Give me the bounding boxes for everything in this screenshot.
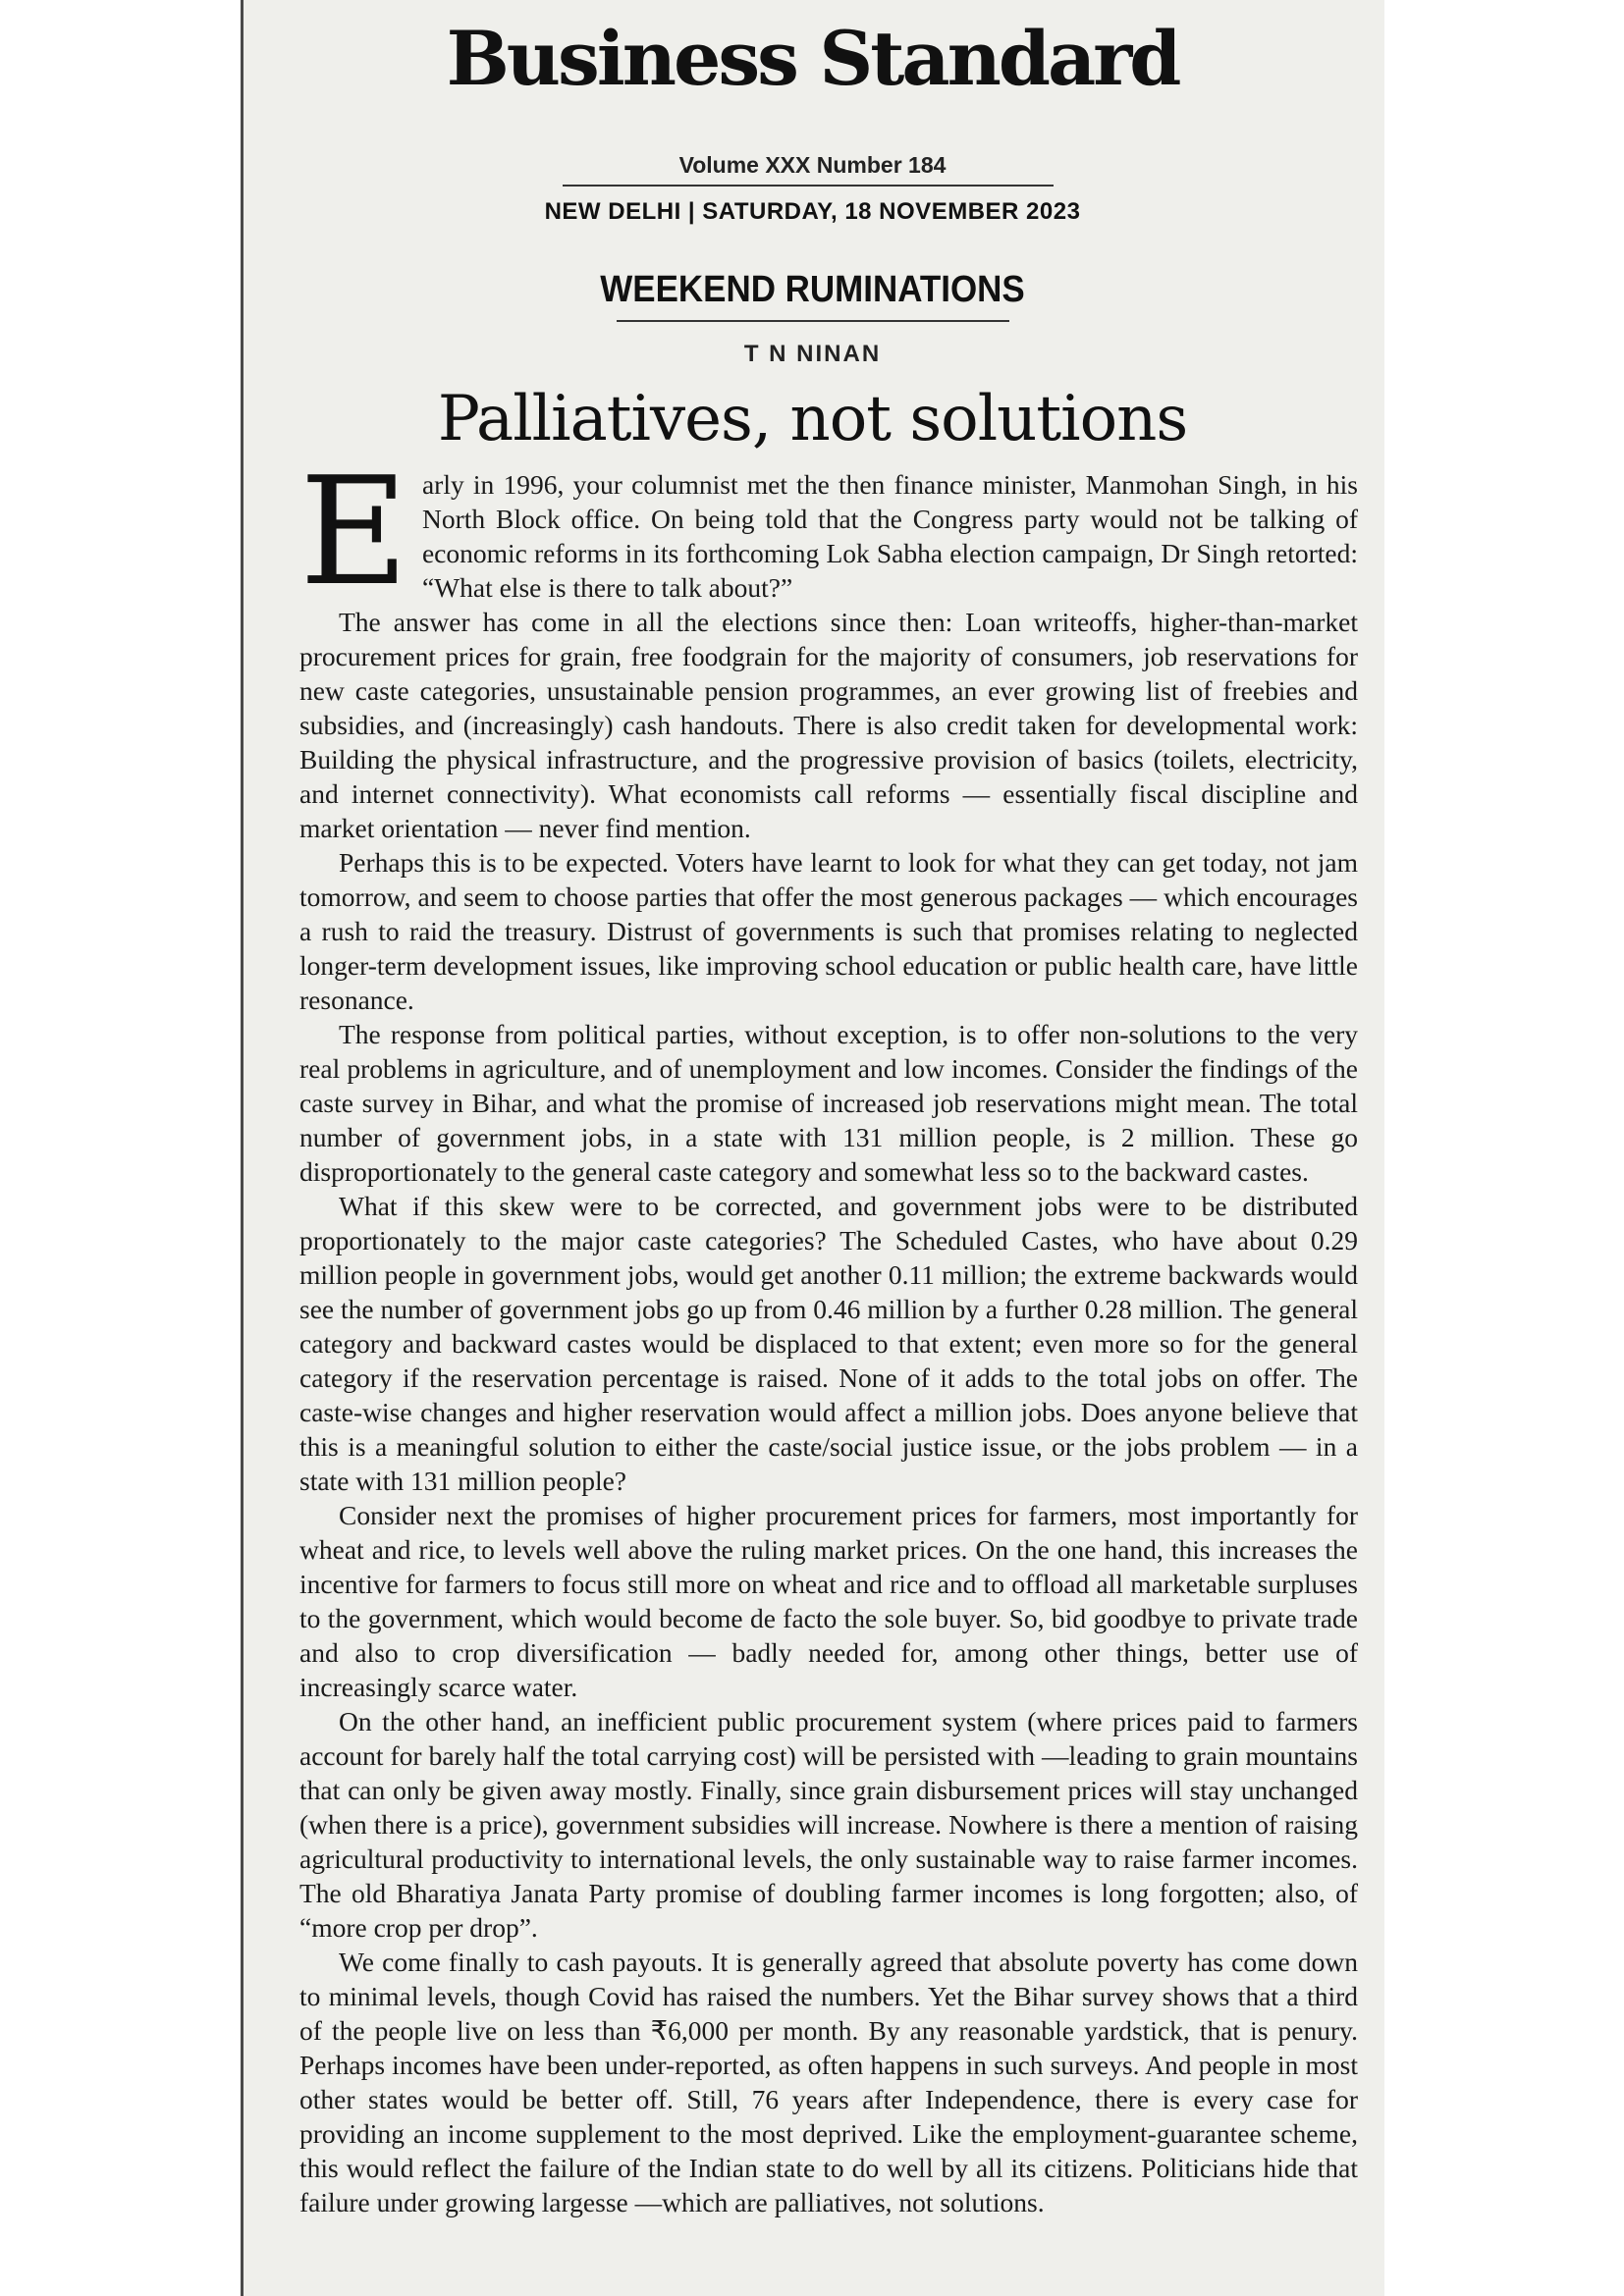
dateline: NEW DELHI | SATURDAY, 18 NOVEMBER 2023 <box>544 198 1081 225</box>
byline: T N NINAN <box>743 341 882 367</box>
section-title: WEEKEND RUMINATIONS <box>600 269 1025 310</box>
paragraph: We come finally to cash payouts. It is generally agreed that absolute poverty has come down to minimal levels, though Covid has raised the numbers. Yet the Bihar survey shows that a third of the people live on less than ₹6,000 per month. By any reasonable yardstick, that is penury. Perhaps incomes have been under-reported, as often happens in such surveys. And people in most other states would be better off. Still, 76 years after Independence, there is every case for providing an income supplement to the most deprived. Like the employment-guarantee scheme, this would reflect the failure of the Indian state to do well by all its citizens. Politicians hide that failure under growing largesse —which are palliatives, not solutions. <box>299 1947 1358 2217</box>
newspaper-clipping <box>241 0 1384 2296</box>
paragraph: Perhaps this is to be expected. Voters have learnt to look for what they can get today, not jam tomorrow, and seem to choose parties that offer the most generous packages — which encourages a rush to raid the treasury. Distrust of governments is such that promises relating to neglected longer-term development issues, like improving school education or public health care, have little resonance. <box>299 847 1358 1015</box>
volume-number: Volume XXX Number 184 <box>678 152 947 178</box>
article-body <box>299 445 1358 2264</box>
paragraph <box>299 445 1358 618</box>
paragraph: What if this skew were to be corrected, and government jobs were to be distributed proportionately to the major caste categories? The Scheduled Castes, who have about 0.29 million people in government jobs, would get another 0.11 million; the extreme backwards would see the number of government jobs go up from 0.46 million by a further 0.28 million. The general category and backward castes would be displaced to that extent; even more so for the general category if the reservation percentage is raised. None of it adds to the total jobs on offer. The caste-wise changes and higher reservation would affect a million jobs. Does anyone believe that this is a meaningful solution to either the caste/social justice issue, or the jobs problem — in a state with 131 million people? <box>299 1191 1358 1496</box>
paragraph: On the other hand, an inefficient public procurement system (where prices paid to farmers account for barely half the total carrying cost) will be persisted with —leading to grain mountains that can only be given away mostly. Finally, since grain disbursement prices will stay unchanged (when there is a price), government subsidies will increase. Nowhere is there a mention of raising agricultural productivity to international levels, the only sustainable way to raise farmer incomes. The old Bharatiya Janata Party promise of doubling farmer incomes is long forgotten; also, of “more crop per drop”. <box>299 1706 1358 1943</box>
paragraph: The answer has come in all the elections since then: Loan writeoffs, higher-than-market procurement prices for grain, free foodgrain for the majority of consumers, job reservations for new caste categories, unsustainable pension programmes, an ever growing list of freebies and subsidies, and (increasingly) cash handouts. There is also credit taken for developmental work: Building the physical infrastructure, and the progressive provision of basics (toilets, electricity, and internet connectivity). What economists call reforms — essentially fiscal discipline and market orientation — never find mention. <box>299 607 1358 843</box>
drop-cap: E <box>299 445 408 618</box>
paragraph-text: arly in 1996, your columnist met the then finance minister, Manmohan Singh, in his North Block office. On being told that the Congress party would not be talking of economic reforms in its forthcoming Lok Sabha election campaign, Dr Singh retorted: “What else is there to talk about?” <box>421 469 1358 603</box>
masthead-rule <box>563 185 1054 187</box>
headline: Palliatives, not solutions <box>437 383 1188 455</box>
paragraph: Consider next the promises of higher procurement prices for farmers, most importantly for wheat and rice, to levels well above the ruling market prices. On the one hand, this increases the incentive for farmers to focus still more on wheat and rice and to offload all marketable surpluses to the government, which would become de facto the sole buyer. So, bid goodbye to private trade and also to crop diversification — badly needed for, among other things, better use of increasingly scarce water. <box>299 1500 1358 1702</box>
masthead: Business Standard <box>446 15 1179 102</box>
section-rule <box>617 320 1009 322</box>
paragraph: The response from political parties, without exception, is to offer non-solutions to the very real problems in agriculture, and of unemployment and low incomes. Consider the findings of the caste survey in Bihar, and what the promise of increased job reservations might mean. The total number of government jobs, in a state with 131 million people, is 2 million. These go disproportionately to the general caste category and somewhat less so to the backward castes. <box>299 1019 1358 1187</box>
